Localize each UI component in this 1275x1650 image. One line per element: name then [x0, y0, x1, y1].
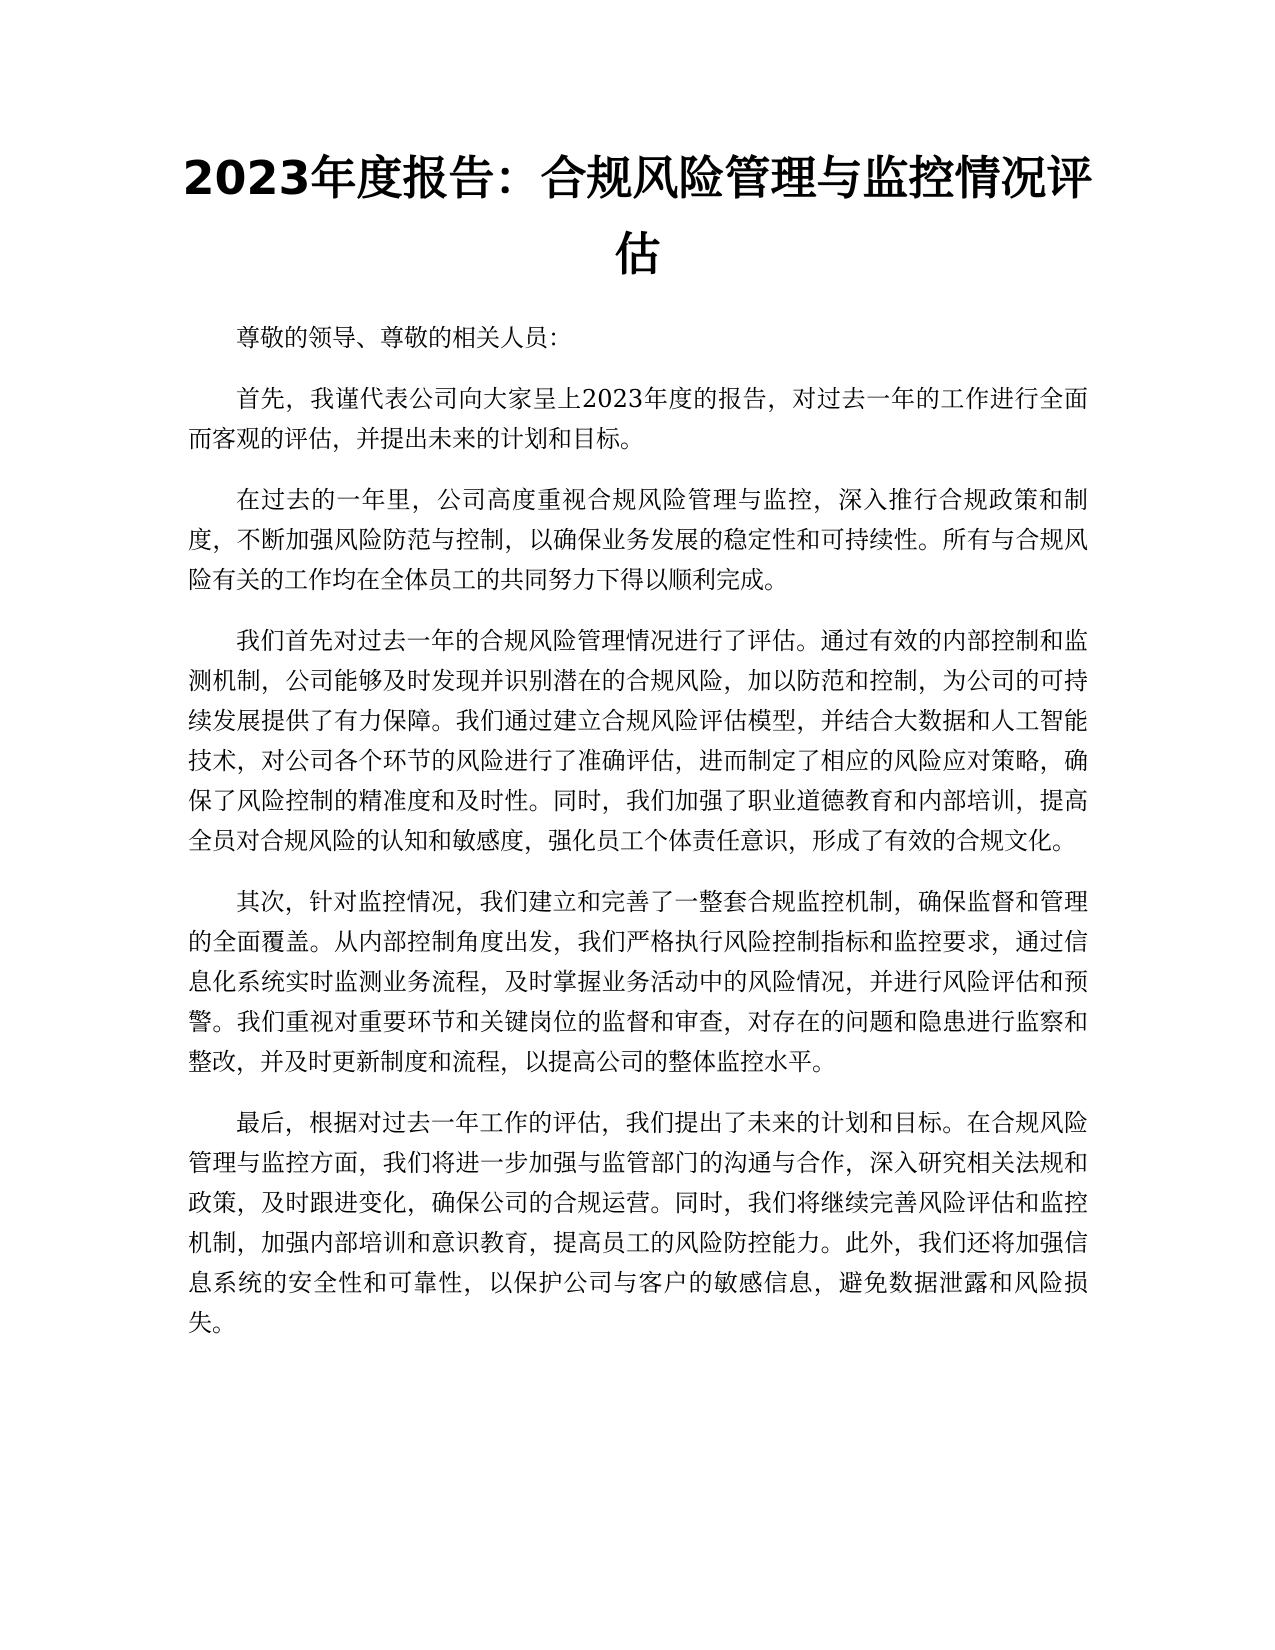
document-body [188, 318, 1088, 1364]
paragraph-future-plans: 最后，根据对过去一年工作的评估，我们提出了未来的计划和目标。在合规风险管理与监控方面，我们将进一步加强与监管部门的沟通与合作，深入研究相关法规和政策，及时跟进变化，确保公司的合规运营。同时，我们将继续完善风险评估和监控机制，加强内部培训和意识教育，提高员工的风险防控能力。此外，我们还将加强信息系统的安全性和可靠性，以保护公司与客户的敏感信息，避免数据泄露和风险损失。 [188, 1109, 1088, 1337]
paragraph-risk-management: 我们首先对过去一年的合规风险管理情况进行了评估。通过有效的内部控制和监测机制，公司能够及时发现并识别潜在的合规风险，加以防范和控制，为公司的可持续发展提供了有力保障。我们通过建立合规风险评估模型，并结合大数据和人工智能技术，对公司各个环节的风险进行了准确评估，进而制定了相应的风险应对策略，确保了风险控制的精准度和及时性。同时，我们加强了职业道德教育和内部培训，提高全员对合规风险的认知和敏感度，强化员工个体责任意识，形成了有效的合规文化。 [188, 627, 1088, 855]
paragraph-intro: 首先，我谨代表公司向大家呈上2023年度的报告，对过去一年的工作进行全面而客观的评估，并提出未来的计划和目标。 [188, 385, 1088, 453]
paragraph-overview: 在过去的一年里，公司高度重视合规风险管理与监控，深入推行合规政策和制度，不断加强风险防范与控制，以确保业务发展的稳定性和可持续性。所有与合规风险有关的工作均在全体员工的共同努力下得以顺利完成。 [188, 486, 1088, 594]
paragraph-monitoring: 其次，针对监控情况，我们建立和完善了一整套合规监控机制，确保监督和管理的全面覆盖。从内部控制角度出发，我们严格执行风险控制指标和监控要求，通过信息化系统实时监测业务流程，及时掌握业务活动中的风险情况，并进行风险评估和预警。我们重视对重要环节和关键岗位的监督和审查，对存在的问题和隐患进行监察和整改，并及时更新制度和流程，以提高公司的整体监控水平。 [188, 888, 1088, 1076]
document-title: 2023年度报告：合规风险管理与监控情况评估 [182, 151, 1093, 281]
salutation: 尊敬的领导、尊敬的相关人员： [236, 324, 572, 352]
